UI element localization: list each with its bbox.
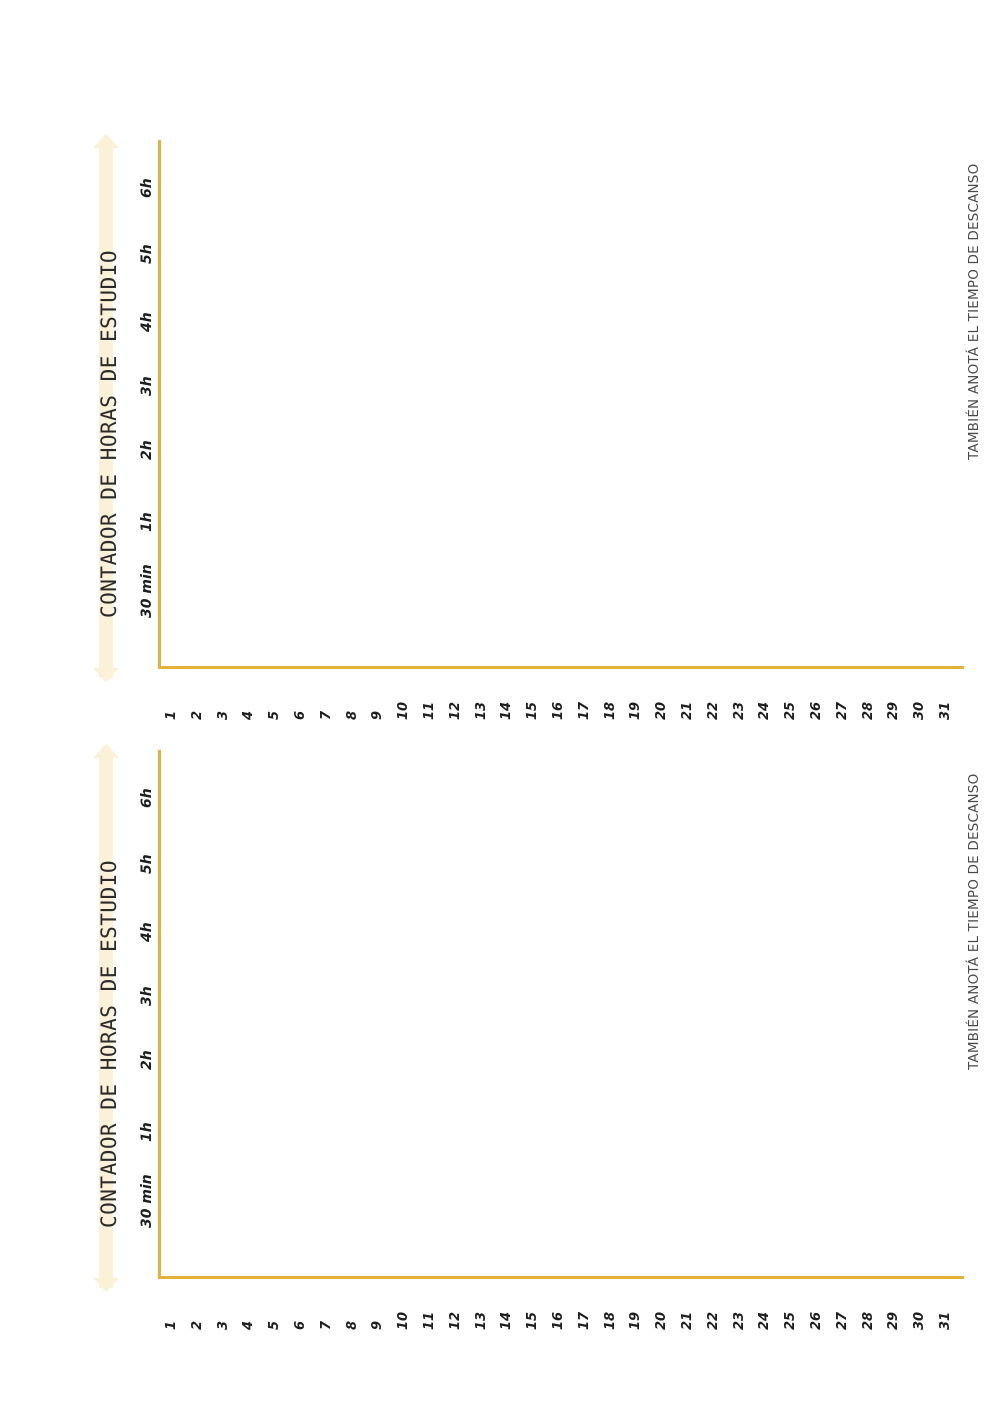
chart-title: CONTADOR DE HORAS DE ESTUDIO (97, 859, 121, 1228)
y-label: 4h (139, 922, 155, 942)
day-label: 22 (705, 1311, 721, 1330)
day-label: 12 (447, 701, 463, 720)
rest-time-note: TAMBIÉN ANOTÁ EL TIEMPO DE DESCANSO (966, 163, 982, 460)
y-label: 2h (139, 1050, 155, 1070)
y-label: 4h (139, 312, 155, 332)
day-label: 21 (680, 1311, 695, 1330)
chart-title: CONTADOR DE HORAS DE ESTUDIO (97, 249, 121, 618)
y-axis (158, 140, 161, 669)
day-label: 24 (757, 701, 773, 720)
day-label: 3 (215, 710, 231, 720)
x-axis (158, 1276, 964, 1279)
day-label: 29 (886, 701, 902, 720)
day-label: 6 (293, 1320, 308, 1330)
day-label: 26 (809, 701, 824, 720)
day-label: 19 (628, 1311, 644, 1330)
day-label: 13 (473, 701, 489, 720)
day-label: 26 (809, 1311, 824, 1330)
day-label: 31 (938, 1311, 953, 1330)
day-label: 30 (912, 701, 928, 720)
day-label: 9 (370, 710, 386, 720)
day-label: 6 (293, 710, 308, 720)
day-label: 30 (912, 1311, 928, 1330)
day-label: 15 (525, 1311, 541, 1330)
day-label: 28 (860, 701, 876, 720)
y-label: 3h (139, 986, 155, 1006)
day-label: 28 (860, 1311, 876, 1330)
day-label: 5 (267, 1320, 283, 1330)
day-label: 10 (396, 701, 412, 720)
day-label: 13 (473, 1311, 489, 1330)
study-hours-chart-1 (0, 140, 1005, 750)
day-label: 31 (938, 701, 953, 720)
day-label: 23 (731, 701, 747, 720)
day-label: 25 (783, 1311, 799, 1330)
day-label: 1 (164, 710, 179, 720)
day-label: 10 (396, 1311, 412, 1330)
title-banner-tip (93, 1278, 119, 1292)
day-label: 16 (551, 1311, 566, 1330)
day-label: 8 (344, 710, 360, 720)
day-label: 24 (757, 1311, 773, 1330)
day-label: 19 (628, 701, 644, 720)
day-label: 11 (422, 1311, 437, 1330)
y-label: 1h (139, 1122, 155, 1142)
day-label: 25 (783, 701, 799, 720)
y-label: 5h (139, 244, 155, 264)
day-label: 21 (680, 701, 695, 720)
day-label: 12 (447, 1311, 463, 1330)
y-label: 3h (139, 376, 155, 396)
day-label: 3 (215, 1320, 231, 1330)
day-label: 18 (602, 701, 618, 720)
day-label: 9 (370, 1320, 386, 1330)
y-label: 6h (139, 788, 155, 808)
day-label: 1 (164, 1320, 179, 1330)
day-label: 11 (422, 701, 437, 720)
day-label: 7 (318, 1320, 334, 1330)
x-axis (158, 666, 964, 669)
y-label: 6h (139, 178, 155, 198)
day-label: 7 (318, 710, 334, 720)
day-label: 14 (499, 1311, 515, 1330)
study-hours-chart-2 (0, 750, 1005, 1360)
day-label: 18 (602, 1311, 618, 1330)
y-label: 30 min (139, 564, 155, 618)
y-label: 30 min (139, 1174, 155, 1228)
y-label: 1h (139, 512, 155, 532)
day-label: 2 (189, 710, 205, 720)
day-label: 27 (834, 701, 850, 720)
day-label: 17 (576, 701, 592, 720)
day-label: 27 (834, 1311, 850, 1330)
day-label: 14 (499, 701, 515, 720)
day-label: 23 (731, 1311, 747, 1330)
day-label: 20 (654, 1311, 670, 1330)
day-label: 8 (344, 1320, 360, 1330)
title-banner-tip (93, 668, 119, 682)
rest-time-note: TAMBIÉN ANOTÁ EL TIEMPO DE DESCANSO (966, 773, 982, 1070)
y-label: 5h (139, 854, 155, 874)
y-label: 2h (139, 440, 155, 460)
day-label: 16 (551, 701, 566, 720)
day-label: 15 (525, 701, 541, 720)
day-label: 22 (705, 701, 721, 720)
day-label: 29 (886, 1311, 902, 1330)
day-label: 4 (241, 1320, 257, 1330)
day-label: 4 (241, 710, 257, 720)
day-label: 5 (267, 710, 283, 720)
day-label: 17 (576, 1311, 592, 1330)
day-label: 2 (189, 1320, 205, 1330)
y-axis (158, 750, 161, 1279)
day-label: 20 (654, 701, 670, 720)
